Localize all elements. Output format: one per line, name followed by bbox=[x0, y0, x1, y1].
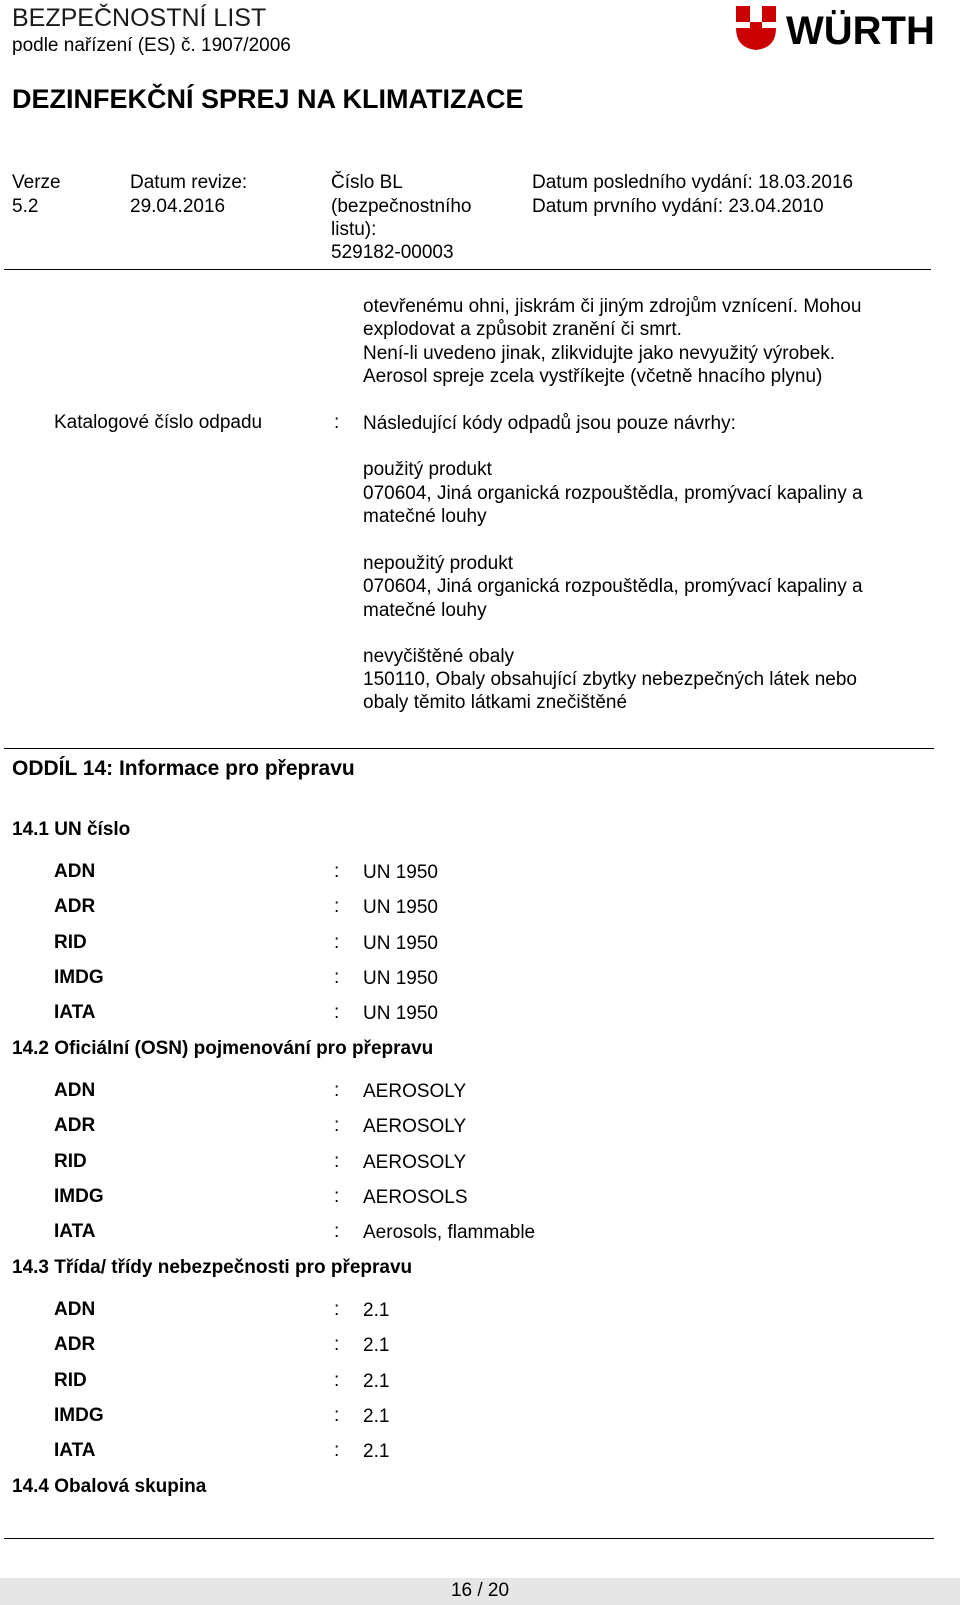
colon: : bbox=[334, 861, 340, 882]
colon: : bbox=[334, 1405, 340, 1426]
first-issue-date: Datum prvního vydání: 23.04.2010 bbox=[532, 196, 824, 217]
row-label: IMDG bbox=[54, 967, 104, 988]
row-label: ADN bbox=[54, 1299, 96, 1320]
used-product-code-cont: matečné louhy bbox=[363, 506, 487, 527]
row-label: RID bbox=[54, 1370, 87, 1391]
version-value: 5.2 bbox=[12, 196, 39, 217]
sds-number-value: 529182-00003 bbox=[331, 242, 454, 263]
colon: : bbox=[334, 1151, 340, 1172]
section-14-heading: ODDÍL 14: Informace pro přepravu bbox=[12, 757, 355, 780]
used-product-title: použitý produkt bbox=[363, 459, 492, 480]
version-label: Verze bbox=[12, 172, 61, 193]
row-value: 2.1 bbox=[363, 1335, 390, 1356]
section-divider bbox=[4, 748, 934, 749]
disposal-text-line-3: Není-li uvedeno jinak, zlikvidujte jako nevyužitý výrobek. bbox=[363, 343, 836, 364]
colon: : bbox=[334, 1299, 340, 1320]
row-value: 2.1 bbox=[363, 1441, 390, 1462]
row-label: ADR bbox=[54, 1334, 96, 1355]
wurth-logo-graphic bbox=[732, 2, 954, 54]
row-label: IATA bbox=[54, 1002, 96, 1023]
waste-codes-intro: Následující kódy odpadů jsou pouze návrhy: bbox=[363, 413, 736, 434]
row-label: RID bbox=[54, 1151, 87, 1172]
unused-product-title: nepoužitý produkt bbox=[363, 553, 513, 574]
revision-value: 29.04.2016 bbox=[130, 196, 226, 217]
packaging-title: nevyčištěné obaly bbox=[363, 646, 515, 667]
colon: : bbox=[334, 1186, 340, 1207]
row-value: AEROSOLY bbox=[363, 1152, 467, 1173]
row-value: UN 1950 bbox=[363, 1003, 438, 1024]
row-value: Aerosols, flammable bbox=[363, 1222, 536, 1243]
colon: : bbox=[334, 967, 340, 988]
colon: : bbox=[334, 412, 340, 433]
row-label: ADN bbox=[54, 1080, 96, 1101]
logo-wordmark: WÜRTH bbox=[786, 9, 935, 53]
un-number-heading: 14.1 UN číslo bbox=[12, 819, 131, 840]
row-label: ADR bbox=[54, 1115, 96, 1136]
row-value: UN 1950 bbox=[363, 968, 438, 989]
disposal-text-line-4: Aerosol spreje zcela vystříkejte (včetně hnacího plynu) bbox=[363, 366, 823, 387]
colon: : bbox=[334, 1370, 340, 1391]
shipping-name-heading: 14.2 Oficiální (OSN) pojmenování pro přepravu bbox=[12, 1038, 434, 1059]
row-value: 2.1 bbox=[363, 1300, 390, 1321]
row-value: AEROSOLS bbox=[363, 1187, 468, 1208]
row-label: RID bbox=[54, 932, 87, 953]
colon: : bbox=[334, 1002, 340, 1023]
sds-number-label-1: Číslo BL bbox=[331, 172, 403, 193]
wurth-logo bbox=[732, 2, 954, 54]
unused-product-code: 070604, Jiná organická rozpouštědla, promývací kapaliny a bbox=[363, 576, 863, 597]
row-value: UN 1950 bbox=[363, 862, 438, 883]
footer-divider bbox=[4, 1538, 934, 1539]
row-label: ADN bbox=[54, 861, 96, 882]
row-label: ADR bbox=[54, 896, 96, 917]
row-value: 2.1 bbox=[363, 1371, 390, 1392]
row-value: AEROSOLY bbox=[363, 1081, 467, 1102]
sds-number-label-2: (bezpečnostního bbox=[331, 196, 472, 217]
revision-label: Datum revize: bbox=[130, 172, 248, 193]
last-issue-date: Datum posledního vydání: 18.03.2016 bbox=[532, 172, 854, 193]
header-divider bbox=[4, 269, 931, 270]
colon: : bbox=[334, 896, 340, 917]
row-value: UN 1950 bbox=[363, 933, 438, 954]
page-number: 16 / 20 bbox=[450, 1580, 510, 1601]
packaging-code-cont: obaly těmito látkami znečištěné bbox=[363, 692, 628, 713]
product-name: DEZINFEKČNÍ SPREJ NA KLIMATIZACE bbox=[12, 84, 524, 114]
unused-product-code-cont: matečné louhy bbox=[363, 600, 487, 621]
document-type: BEZPEČNOSTNÍ LIST bbox=[12, 4, 267, 32]
packaging-code: 150110, Obaly obsahující zbytky nebezpečných látek nebo bbox=[363, 669, 857, 690]
row-label: IMDG bbox=[54, 1186, 104, 1207]
row-value: UN 1950 bbox=[363, 897, 438, 918]
row-label: IATA bbox=[54, 1221, 96, 1242]
colon: : bbox=[334, 1440, 340, 1461]
row-label: IATA bbox=[54, 1440, 96, 1461]
row-value: AEROSOLY bbox=[363, 1116, 467, 1137]
colon: : bbox=[334, 932, 340, 953]
colon: : bbox=[334, 1334, 340, 1355]
waste-catalogue-label: Katalogové číslo odpadu bbox=[54, 412, 263, 433]
packing-group-heading: 14.4 Obalová skupina bbox=[12, 1476, 207, 1497]
sds-number-label-3: listu): bbox=[331, 219, 377, 240]
regulation-reference: podle nařízení (ES) č. 1907/2006 bbox=[12, 35, 291, 56]
disposal-text-line-2: explodovat a způsobit zranění či smrt. bbox=[363, 319, 682, 340]
disposal-text-line-1: otevřenému ohni, jiskrám či jiným zdrojům vznícení. Mohou bbox=[363, 296, 862, 317]
colon: : bbox=[334, 1221, 340, 1242]
colon: : bbox=[334, 1080, 340, 1101]
row-value: 2.1 bbox=[363, 1406, 390, 1427]
used-product-code: 070604, Jiná organická rozpouštědla, promývací kapaliny a bbox=[363, 483, 863, 504]
row-label: IMDG bbox=[54, 1405, 104, 1426]
colon: : bbox=[334, 1115, 340, 1136]
hazard-class-heading: 14.3 Třída/ třídy nebezpečnosti pro přepravu bbox=[12, 1257, 413, 1278]
